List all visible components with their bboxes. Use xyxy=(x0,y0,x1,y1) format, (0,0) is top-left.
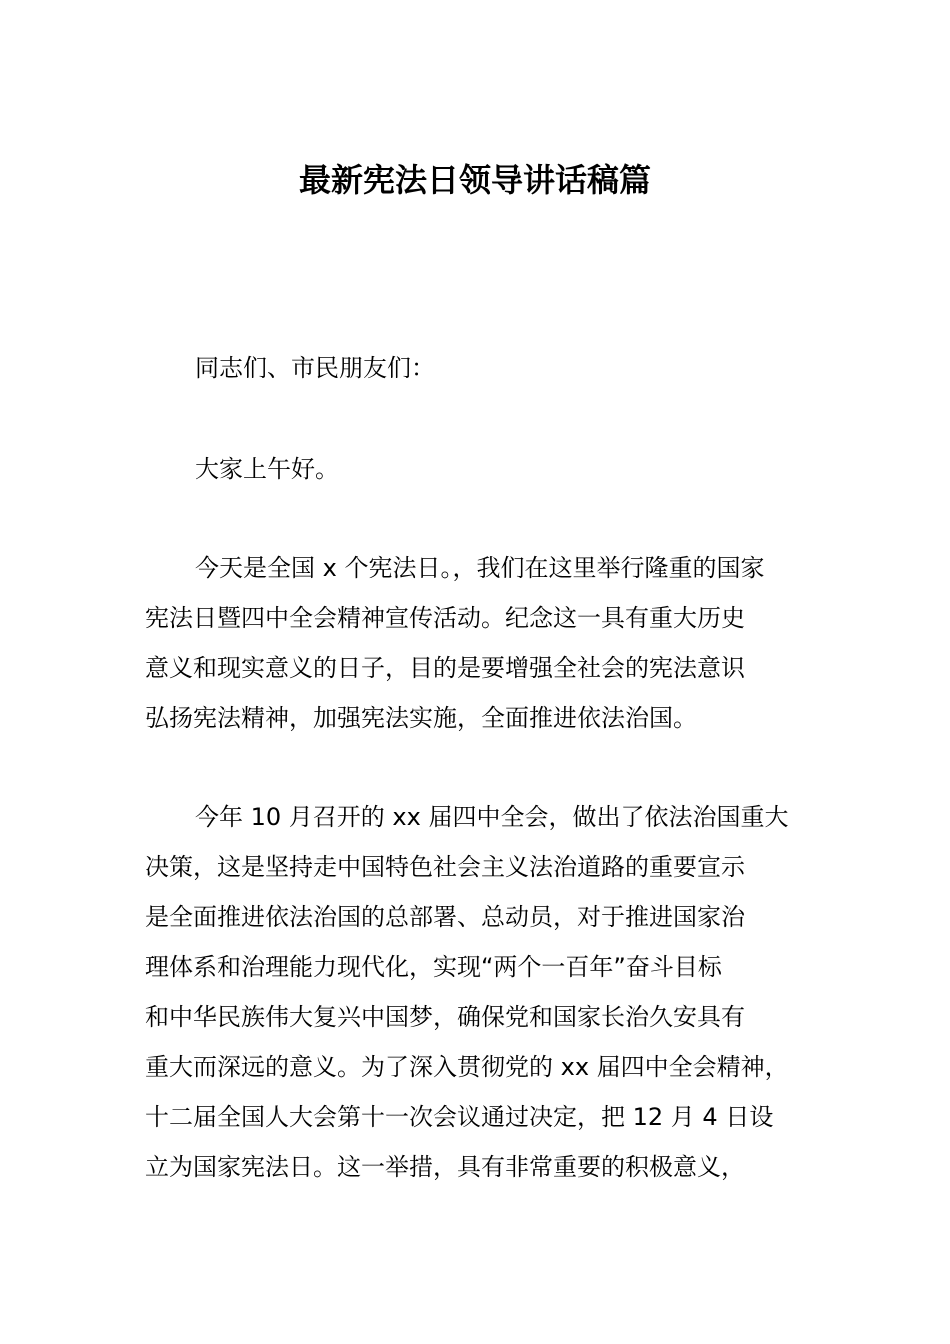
paragraph-good-morning xyxy=(145,444,835,494)
paragraph-line: 理体系和治理能力现代化，实现“两个一百年”奋斗目标 xyxy=(145,953,722,981)
paragraph-constitution-day xyxy=(145,543,835,743)
document-title: 最新宪法日领导讲话稿篇 xyxy=(298,161,651,199)
paragraph-line: 大家上午好。 xyxy=(195,455,339,483)
paragraph-line: 今天是全国 x 个宪法日。，我们在这里举行隆重的国家 xyxy=(195,554,765,582)
paragraph-line: 立为国家宪法日。这一举措，具有非常重要的积极意义， xyxy=(145,1153,745,1181)
paragraph-line: 重大而深远的意义。为了深入贯彻党的 xx 届四中全会精神， xyxy=(145,1053,789,1081)
paragraph-line: 意义和现实意义的日子，目的是要增强全社会的宪法意识 xyxy=(145,654,745,682)
paragraph-line: 和中华民族伟大复兴中国梦，确保党和国家长治久安具有 xyxy=(145,1003,745,1031)
paragraph-line: 十二届全国人大会第十一次会议通过决定，把 12 月 4 日设 xyxy=(145,1103,774,1131)
paragraph-greeting xyxy=(145,343,835,393)
paragraph-line: 同志们、市民朋友们： xyxy=(195,354,435,382)
paragraph-line: 宪法日暨四中全会精神宣传活动。纪念这一具有重大历史 xyxy=(145,604,745,632)
paragraph-line: 今年 10 月召开的 xx 届四中全会，做出了依法治国重大 xyxy=(195,803,789,831)
paragraph-plenary-session xyxy=(145,792,835,1192)
paragraph-line: 决策，这是坚持走中国特色社会主义法治道路的重要宣示 xyxy=(145,853,745,881)
paragraph-line: 是全面推进依法治国的总部署、总动员，对于推进国家治 xyxy=(145,903,745,931)
paragraph-line: 弘扬宪法精神，加强宪法实施，全面推进依法治国。 xyxy=(145,704,697,732)
